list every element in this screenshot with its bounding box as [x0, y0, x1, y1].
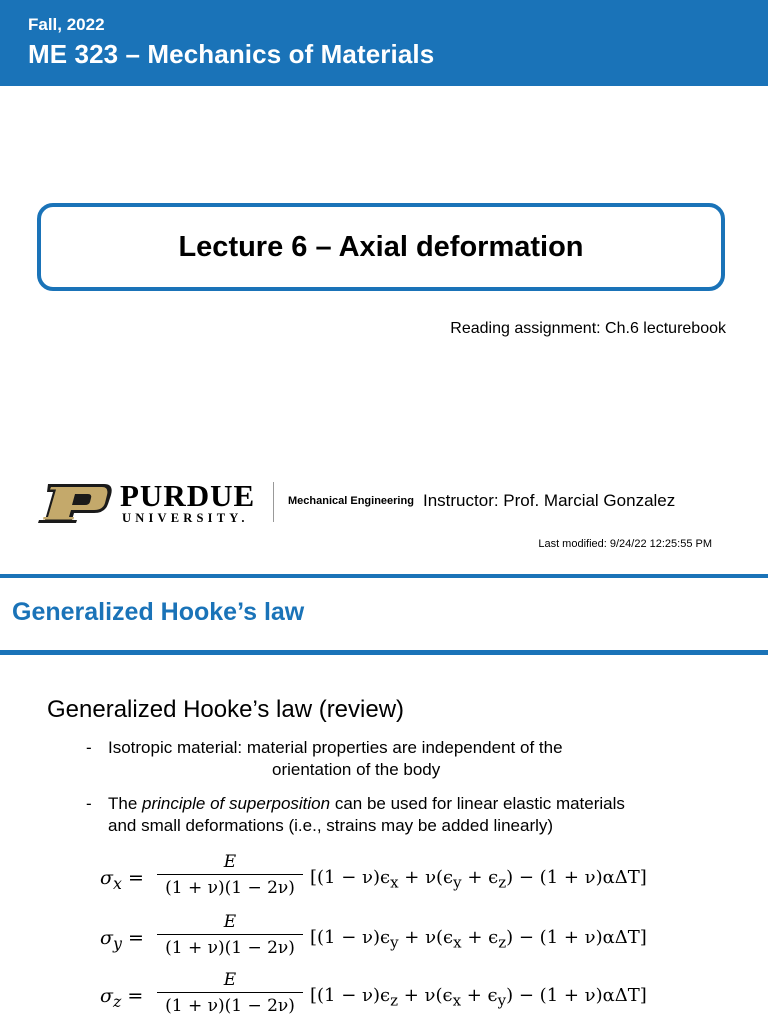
equation-sigma-y: [100, 910, 700, 966]
logo-subtitle: UNIVERSITY.: [122, 511, 249, 525]
logo-divider: [273, 482, 274, 522]
last-modified: Last modified: 9/24/22 12:25:55 PM: [538, 538, 712, 550]
equation-fraction: [155, 968, 305, 1019]
equation-numerator: E: [223, 970, 237, 990]
equation-sigma-x: [100, 850, 700, 906]
branding-row: [36, 478, 736, 528]
reading-assignment: Reading assignment: Ch.6 lecturebook: [450, 320, 726, 337]
equation-fraction: [155, 850, 305, 901]
bullet-text-emphasis: principle of superposition: [142, 794, 331, 813]
lecture-title: Lecture 6 – Axial deformation: [178, 230, 584, 263]
bullet-text-continuation: and small deformations (i.e., strains may be added linearly): [108, 816, 554, 835]
title-banner: [0, 0, 768, 86]
logo-wordmark: PURDUE: [120, 478, 256, 513]
slide-heading: Generalized Hooke’s law (review): [47, 696, 405, 723]
equation-numerator: E: [223, 912, 237, 932]
semester-label: Fall, 2022: [28, 15, 105, 34]
equation-denominator: (1 + ν)(1 − 2ν): [165, 938, 295, 958]
equation-denominator: (1 + ν)(1 − 2ν): [165, 878, 295, 898]
section-divider-bottom: [0, 650, 768, 655]
bullet-text-pre: The: [108, 794, 143, 813]
equation-lhs: $\sigma_y$ =: [100, 927, 144, 953]
purdue-p-logo-icon: [36, 482, 112, 524]
bullet-text-continuation: orientation of the body: [272, 760, 441, 779]
section-divider-top: [0, 574, 768, 578]
department-label: Mechanical Engineering: [288, 495, 414, 507]
equation-numerator: E: [223, 852, 237, 872]
bullet-dash: -: [86, 738, 92, 757]
equation-rhs: $[(1 - \nu)\epsilon_z + \nu(\epsilon_x + \epsilon_y) - (1 + \nu)\alpha\Delta T]$: [310, 985, 647, 1010]
equation-lhs: $\sigma_z$ =: [100, 985, 144, 1011]
section-title: Generalized Hooke’s law: [12, 598, 305, 626]
equation-denominator: (1 + ν)(1 − 2ν): [165, 996, 295, 1016]
bullet-dash: -: [86, 794, 92, 813]
bullet-text: Isotropic material: material properties are independent of the: [108, 738, 563, 757]
bullet-text: [108, 791, 625, 816]
equation-sigma-z: [100, 968, 700, 1024]
course-title: ME 323 – Mechanics of Materials: [28, 39, 435, 69]
instructor-label: Instructor: Prof. Marcial Gonzalez: [423, 491, 676, 510]
equation-fraction: [155, 910, 305, 961]
equation-rhs: $[(1 - \nu)\epsilon_y + \nu(\epsilon_x + \epsilon_z) - (1 + \nu)\alpha\Delta T]$: [310, 927, 647, 952]
bullet-text-post: can be used for linear elastic materials: [330, 794, 625, 813]
equation-rhs: $[(1 - \nu)\epsilon_x + \nu(\epsilon_y + \epsilon_z) - (1 + \nu)\alpha\Delta T]$: [310, 867, 647, 892]
equation-lhs: $\sigma_x$ =: [100, 867, 144, 893]
lecture-title-box: [37, 203, 725, 291]
